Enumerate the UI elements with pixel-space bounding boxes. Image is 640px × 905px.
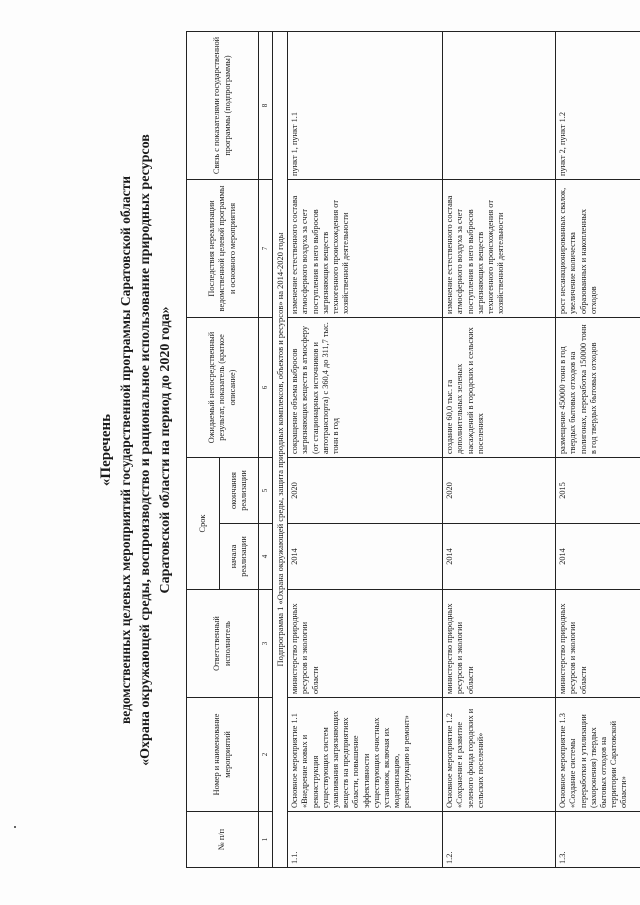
row-link: пункт 1, пункт 1.1 [288,32,443,180]
row-num: 1.3. [556,812,640,868]
row-start: 2014 [556,524,640,590]
header-result: Ожидаемый непосредственный результат, показатель (краткое описание) [187,318,259,458]
header-end: окончания реализации [220,458,259,524]
row-result: создание 60,0 тыс. га дополнительных зеленых насаждений в городских и сельских поселениях [443,318,556,458]
row-end: 2020 [443,458,556,524]
row-end: 2020 [288,458,443,524]
row-result: размещение 450000 тонн в год твердых бытовых отходов на полигонах, переработка 150000 тонн в год твердых бытовых отходов [556,318,640,458]
column-number: 8 [259,32,273,180]
row-name: Основное мероприятие 1.1 «Внедрение новых и реконструкция существующих систем улавливания загрязняющих веществ на предприятиях области, повышение эффективности существующих очистных установок, включая их модернизацию, реконструкцию и ремонт» [288,698,443,812]
header-consequences: Последствия нереализации ведомственной целевой программы и основного мероприятия [187,180,259,318]
row-executor: министерство природных ресурсов и экологии области [288,590,443,698]
row-executor: министерство природных ресурсов и экологии области [443,590,556,698]
header-num: № п/п [187,812,259,868]
column-number: 3 [259,590,273,698]
row-link: пункт 2, пункт 1.2 [556,32,640,180]
header-executor: Ответственный исполнитель [187,590,259,698]
column-number: 2 [259,698,273,812]
row-start: 2014 [288,524,443,590]
table-row [443,32,556,868]
header-term: Срок [187,458,220,590]
column-number: 6 [259,318,273,458]
row-start: 2014 [443,524,556,590]
row-consequences: изменение естественного состава атмосферного воздуха за счет поступления в него выбросов загрязняющих веществ техногенного происхождения от хозяйственной деятельности [288,180,443,318]
header-link: Связь с показателями государственной программы (подпрограммы) [187,32,259,180]
table-row [556,32,640,868]
column-number: 7 [259,180,273,318]
measures-table [186,31,640,868]
row-consequences: изменение естественного состава атмосферного воздуха за счет поступления в него выбросов загрязняющих веществ техногенного происхождения от хозяйственной деятельности [443,180,556,318]
column-numbers-row [259,32,273,868]
scan-speck [14,826,16,828]
row-executor: министерство природных ресурсов и экологии области [556,590,640,698]
header-name: Номер и наименование мероприятий [187,698,259,812]
header-start: начала реализации [220,524,259,590]
table-row [288,32,443,868]
column-number: 1 [259,812,273,868]
row-name: Основное мероприятие 1.2 «Сохранение и развитие зеленого фонда городских и сельских поселений» [443,698,556,812]
document-title [96,32,180,868]
row-num: 1.2. [443,812,556,868]
row-result: сокращение объема выбросов загрязняющих веществ в атмосферу (от стационарных источников и автотранспорта) с 360,4 до 311,7 тыс. тонн в год [288,318,443,458]
column-number: 5 [259,458,273,524]
title-line-1: «Перечень [98,413,114,487]
row-num: 1.1. [288,812,443,868]
rotated-document [96,32,640,868]
title-line-2: ведомственных целевых мероприятий государственной программы Саратовской области [118,176,133,724]
column-number: 4 [259,524,273,590]
title-line-3: «Охрана окружающей среды, воспроизводство и рациональное использование природных ресурсов [138,134,153,766]
title-line-4: Саратовской области на период до 2020 года» [158,306,173,594]
row-consequences: рост несанкционированных свалок, увеличение количества образованных и накопленных отходов [556,180,640,318]
row-end: 2015 [556,458,640,524]
subprogram-row [273,32,288,868]
row-link [443,32,556,180]
row-name: Основное мероприятие 1.3 «Создание системы переработки и утилизации (захоронения) твердых бытовых отходов на территории Саратовской области» [556,698,640,812]
subprogram-title: Подпрограмма 1 «Охрана окружающей среды, защита природных комплексов, объектов и ресурсов» на 2014-2020 годы [273,32,288,868]
